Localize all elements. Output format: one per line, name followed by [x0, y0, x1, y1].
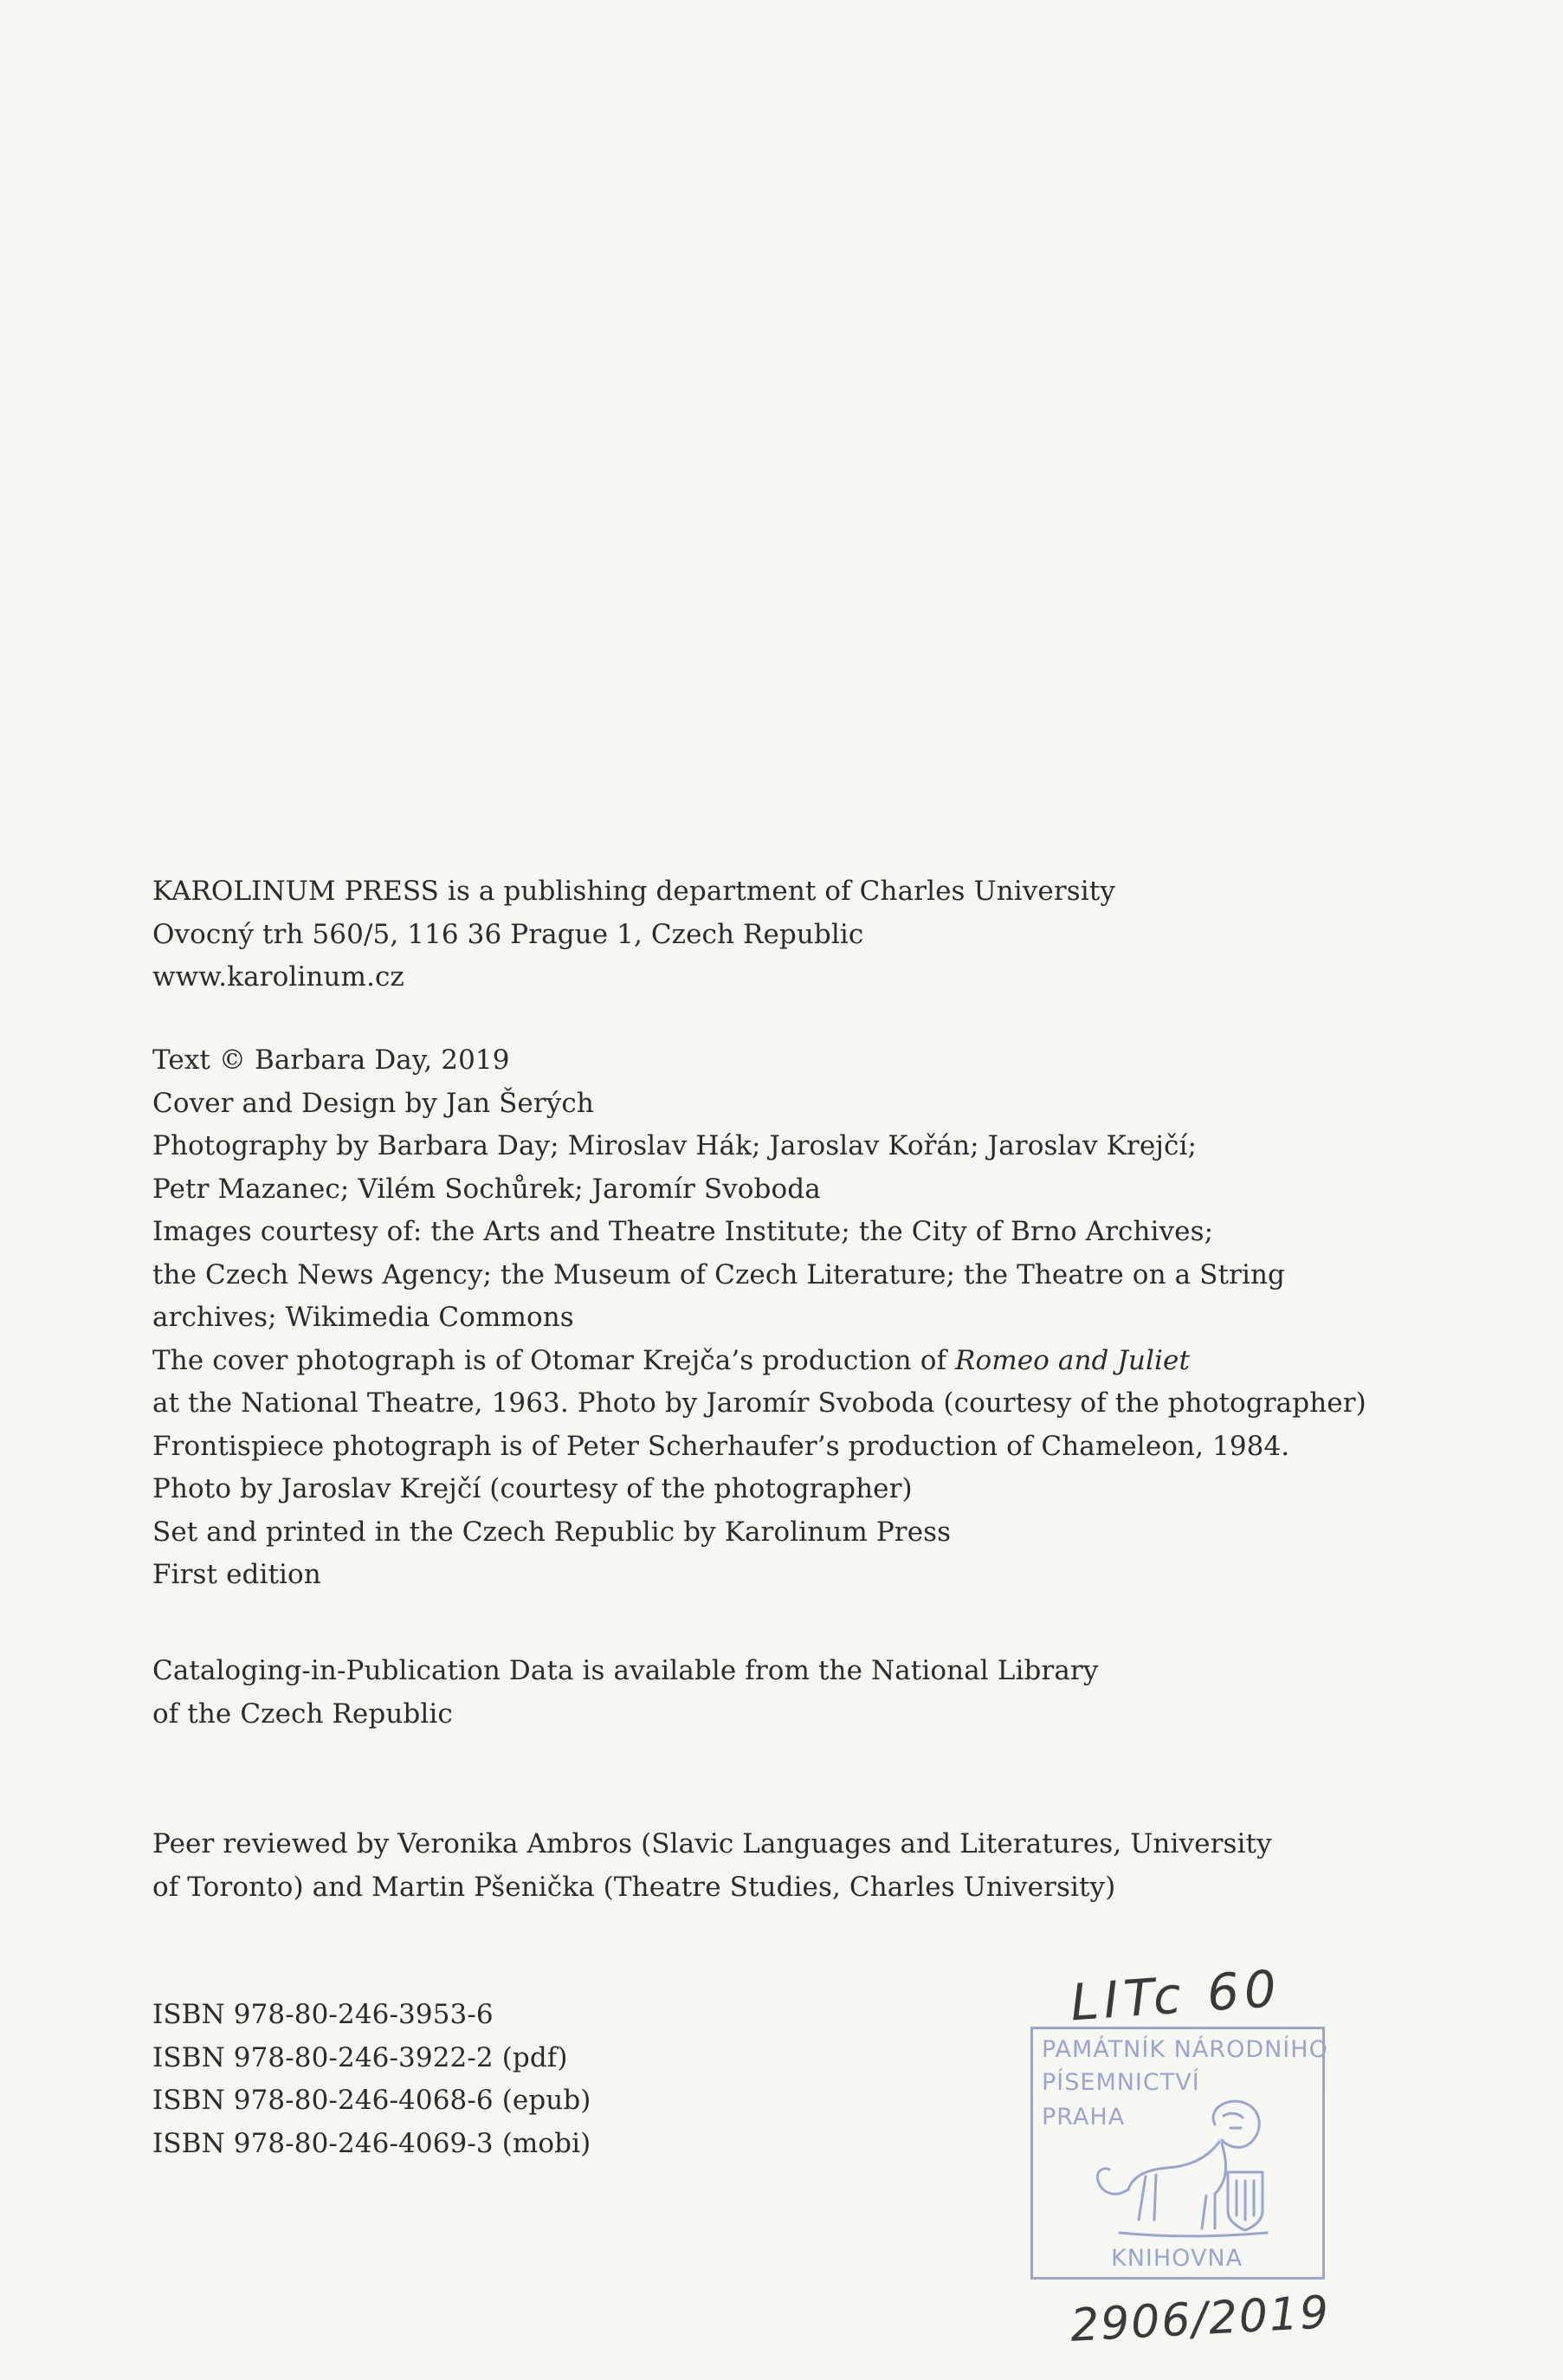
credit-line: archives; Wikimedia Commons [152, 1302, 574, 1333]
credit-line: the Czech News Agency; the Museum of Czech Literature; the Theatre on a String [152, 1258, 1285, 1290]
publisher-website: www.karolinum.cz [152, 961, 404, 993]
credit-line: at the National Theatre, 1963. Photo by Jaromír Svoboda (courtesy of the photographer) [152, 1387, 1366, 1419]
handwritten-accession-number: 2906/2019 [1069, 2286, 1332, 2352]
cover-credit-prefix: The cover photograph is of Otomar Krejča’s production of [152, 1344, 955, 1376]
credit-line: Images courtesy of: the Arts and Theatre Institute; the City of Brno Archives; [152, 1216, 1214, 1247]
cover-credit-line [152, 1340, 1366, 1383]
stamp-line: PÍSEMNICTVÍ [1042, 2069, 1200, 2096]
stamp-line: PAMÁTNÍK NÁRODNÍHO [1042, 2036, 1328, 2063]
edition-line: First edition [152, 1559, 321, 1590]
credit-line: Frontispiece photograph is of Peter Scherhaufer’s production of Chameleon, 1984. [152, 1430, 1290, 1462]
isbn-item: ISBN 978-80-246-3922-2 (pdf) [152, 2041, 568, 2073]
stamp-line: KNIHOVNA [1111, 2245, 1243, 2272]
cip-notice [152, 1650, 1098, 1736]
credits-section [152, 1039, 1366, 1597]
peer-review-line: of Toronto) and Martin Pšenička (Theatre Studies, Charles University) [152, 1871, 1116, 1903]
publisher-colophon [152, 870, 1115, 999]
library-stamp [1030, 2027, 1328, 2280]
credit-line: Cover and Design by Jan Šerých [152, 1087, 594, 1119]
credit-line: Photo by Jaroslav Krejčí (courtesy of the photographer) [152, 1473, 913, 1504]
isbn-item: ISBN 978-80-246-4069-3 (mobi) [152, 2127, 591, 2159]
cip-line: Cataloging-in-Publication Data is available from the National Library [152, 1655, 1099, 1686]
peer-review-notice [152, 1823, 1272, 1909]
isbn-item: ISBN 978-80-246-4068-6 (epub) [152, 2085, 591, 2116]
publisher-statement: KAROLINUM PRESS is a publishing department of Charles University [152, 876, 1115, 907]
cip-line: of the Czech Republic [152, 1698, 453, 1730]
credit-line: Petr Mazanec; Vilém Sochůrek; Jaromír Svoboda [152, 1173, 821, 1205]
isbn-list [152, 1994, 591, 2165]
cover-production-title: Romeo and Juliet [955, 1344, 1191, 1376]
peer-review-line: Peer reviewed by Veronika Ambros (Slavic Languages and Literatures, University [152, 1828, 1272, 1859]
stamp-line: PRAHA [1042, 2104, 1126, 2131]
isbn-item: ISBN 978-80-246-3953-6 [152, 1999, 494, 2030]
lion-emblem-icon [1085, 2090, 1284, 2246]
credit-line: Set and printed in the Czech Republic by Karolinum Press [152, 1516, 952, 1548]
credit-line: Photography by Barbara Day; Miroslav Hák; Jaroslav Kořán; Jaroslav Krejčí; [152, 1130, 1198, 1161]
credit-line: Text © Barbara Day, 2019 [152, 1044, 510, 1076]
publisher-address: Ovocný trh 560/5, 116 36 Prague 1, Czech Republic [152, 918, 864, 950]
handwritten-shelfmark: LITc 60 [1068, 1958, 1283, 2033]
